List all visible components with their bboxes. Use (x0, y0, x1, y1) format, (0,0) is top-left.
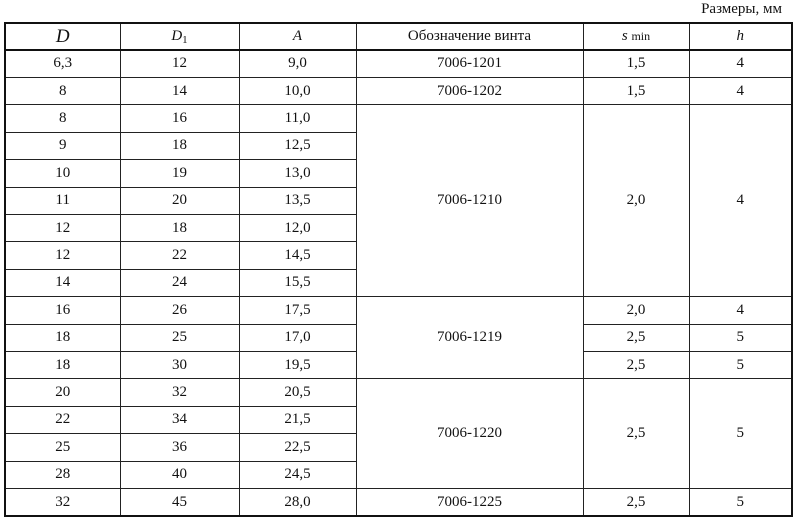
cell-d1: 18 (120, 132, 239, 159)
cell-d1: 26 (120, 297, 239, 324)
header-row (5, 23, 792, 50)
cell-a: 22,5 (239, 434, 356, 461)
table-row (5, 77, 792, 104)
cell-screw: 7006-1201 (356, 50, 583, 77)
screw-dimensions-table (4, 22, 793, 517)
cell-d: 12 (5, 242, 120, 269)
cell-h: 5 (689, 351, 792, 378)
cell-d1: 25 (120, 324, 239, 351)
cell-s: 1,5 (583, 50, 689, 77)
cell-d: 11 (5, 187, 120, 214)
cell-h: 5 (689, 379, 792, 489)
cell-screw: 7006-1220 (356, 379, 583, 489)
cell-d: 8 (5, 105, 120, 132)
cell-d1: 32 (120, 379, 239, 406)
cell-h: 4 (689, 50, 792, 77)
cell-s: 2,0 (583, 297, 689, 324)
header-screw-designation: Обозначение винта (356, 23, 583, 50)
cell-h: 4 (689, 105, 792, 297)
table-row (5, 105, 792, 132)
cell-a: 21,5 (239, 406, 356, 433)
cell-d1: 16 (120, 105, 239, 132)
cell-d: 10 (5, 160, 120, 187)
cell-d: 18 (5, 324, 120, 351)
cell-d1: 34 (120, 406, 239, 433)
header-s-min: s min (583, 23, 689, 50)
cell-d1: 40 (120, 461, 239, 488)
cell-h: 5 (689, 324, 792, 351)
cell-d: 12 (5, 214, 120, 241)
cell-d1: 45 (120, 489, 239, 517)
header-d1: $D_1$ (120, 23, 239, 50)
units-label: Размеры, мм (701, 1, 782, 17)
cell-d1: 18 (120, 214, 239, 241)
cell-a: 17,0 (239, 324, 356, 351)
cell-d1: 36 (120, 434, 239, 461)
cell-screw: 7006-1219 (356, 297, 583, 379)
cell-screw: 7006-1210 (356, 105, 583, 297)
cell-d: 8 (5, 77, 120, 104)
cell-a: 12,0 (239, 214, 356, 241)
cell-a: 15,5 (239, 269, 356, 296)
cell-a: 28,0 (239, 489, 356, 517)
cell-d: 16 (5, 297, 120, 324)
cell-d: 6,3 (5, 50, 120, 77)
cell-d1: 14 (120, 77, 239, 104)
cell-d: 28 (5, 461, 120, 488)
cell-a: 9,0 (239, 50, 356, 77)
table-row (5, 50, 792, 77)
cell-d1: 30 (120, 351, 239, 378)
cell-d: 14 (5, 269, 120, 296)
cell-a: 11,0 (239, 105, 356, 132)
cell-a: 14,5 (239, 242, 356, 269)
cell-s: 2,5 (583, 489, 689, 517)
cell-d1: 22 (120, 242, 239, 269)
cell-s: 2,0 (583, 105, 689, 297)
cell-a: 20,5 (239, 379, 356, 406)
cell-d1: 24 (120, 269, 239, 296)
cell-a: 17,5 (239, 297, 356, 324)
cell-a: 19,5 (239, 351, 356, 378)
cell-s: 2,5 (583, 351, 689, 378)
cell-a: 13,5 (239, 187, 356, 214)
cell-d1: 19 (120, 160, 239, 187)
table-row (5, 489, 792, 517)
cell-d: 9 (5, 132, 120, 159)
cell-h: 4 (689, 77, 792, 104)
cell-d: 25 (5, 434, 120, 461)
header-d: D (5, 23, 120, 50)
header-h: h (689, 23, 792, 50)
cell-d: 18 (5, 351, 120, 378)
cell-a: 10,0 (239, 77, 356, 104)
cell-a: 13,0 (239, 160, 356, 187)
cell-h: 5 (689, 489, 792, 517)
cell-d: 20 (5, 379, 120, 406)
table-row (5, 297, 792, 324)
header-a: A (239, 23, 356, 50)
cell-a: 24,5 (239, 461, 356, 488)
cell-screw: 7006-1225 (356, 489, 583, 517)
cell-h: 4 (689, 297, 792, 324)
cell-d: 32 (5, 489, 120, 517)
cell-d: 22 (5, 406, 120, 433)
cell-d1: 12 (120, 50, 239, 77)
cell-screw: 7006-1202 (356, 77, 583, 104)
cell-s: 1,5 (583, 77, 689, 104)
cell-a: 12,5 (239, 132, 356, 159)
table-row (5, 379, 792, 406)
cell-d1: 20 (120, 187, 239, 214)
cell-s: 2,5 (583, 379, 689, 489)
cell-s: 2,5 (583, 324, 689, 351)
